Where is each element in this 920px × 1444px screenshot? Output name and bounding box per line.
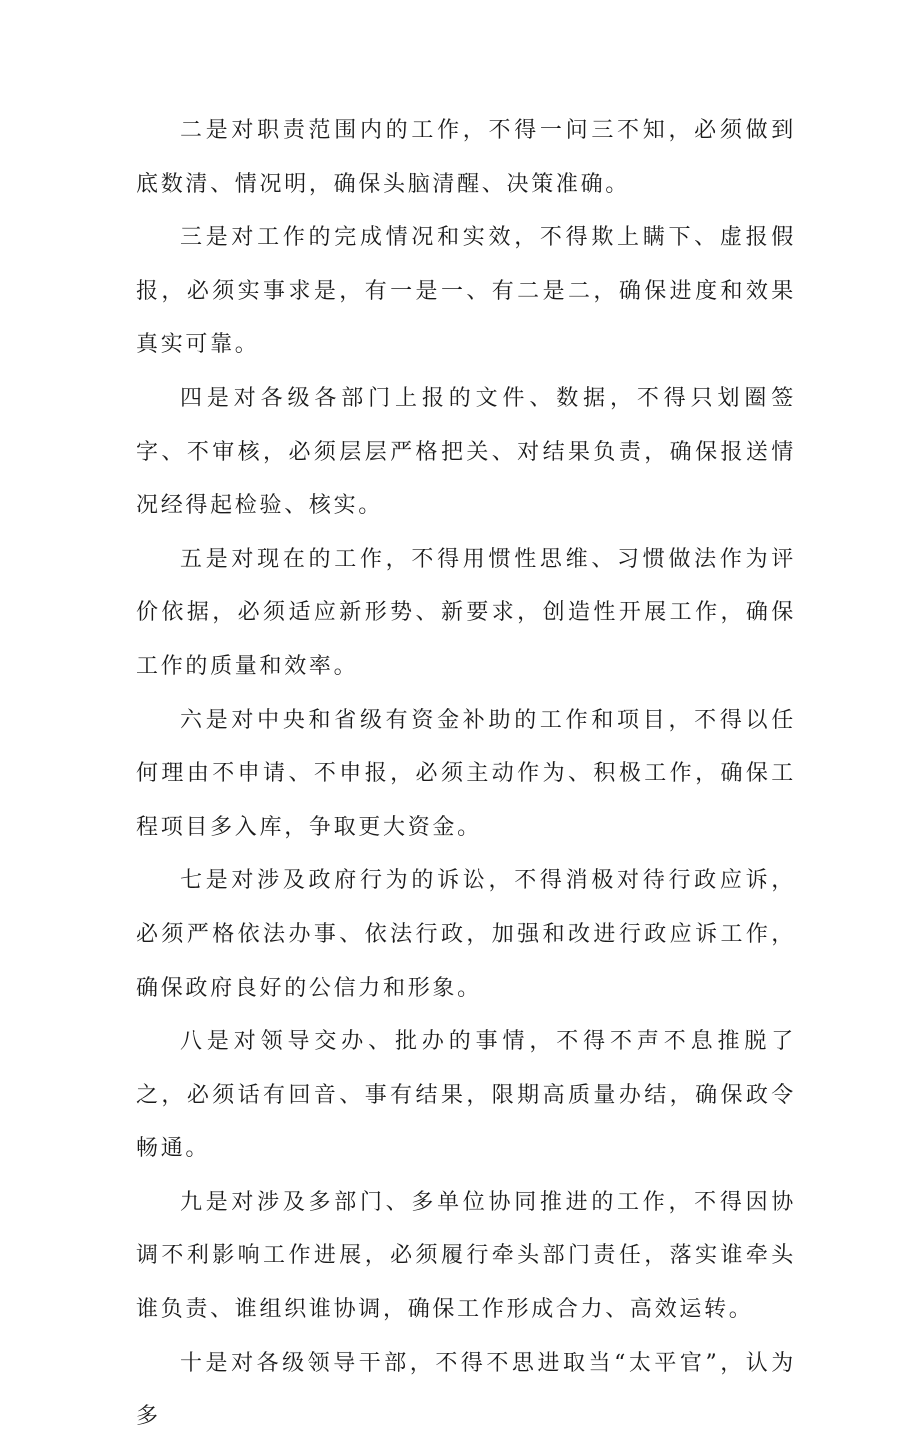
paragraph-8: 八是对领导交办、批办的事情，不得不声不息推脱了之，必须话有回音、事有结果，限期高质量办结，确保政令畅通。: [136, 1029, 796, 1162]
paragraph-3: 三是对工作的完成情况和实效，不得欺上瞒下、虚报假报，必须实事求是，有一是一、有二是二，确保进度和效果真实可靠。: [136, 225, 796, 358]
paragraph-4: 四是对各级各部门上报的文件、数据，不得只划圈签字、不审核，必须层层严格把关、对结果负责，确保报送情况经得起检验、核实。: [136, 385, 796, 519]
paragraph-6: 六是对中央和省级有资金补助的工作和项目，不得以任何理由不申请、不申报，必须主动作为、积极工作，确保工程项目多入库，争取更大资金。: [136, 707, 796, 840]
document-body: [136, 104, 796, 1444]
paragraph-7: 七是对涉及政府行为的诉讼，不得消极对待行政应诉，必须严格依法办事、依法行政，加强和改进行政应诉工作，确保政府良好的公信力和形象。: [136, 868, 796, 1001]
paragraph-10: 十是对各级领导干部，不得不思进取当“太平官”，认为多: [136, 1350, 796, 1430]
paragraph-5: 五是对现在的工作，不得用惯性思维、习惯做法作为评价依据，必须适应新形势、新要求，创造性开展工作，确保工作的质量和效率。: [136, 546, 796, 679]
paragraph-2: 二是对职责范围内的工作，不得一问三不知，必须做到底数清、情况明，确保头脑清醒、决策准确。: [136, 118, 796, 197]
paragraph-9: 九是对涉及多部门、多单位协同推进的工作，不得因协调不利影响工作进展，必须履行牵头部门责任，落实谁牵头谁负责、谁组织谁协调，确保工作形成合力、高效运转。: [136, 1189, 796, 1323]
